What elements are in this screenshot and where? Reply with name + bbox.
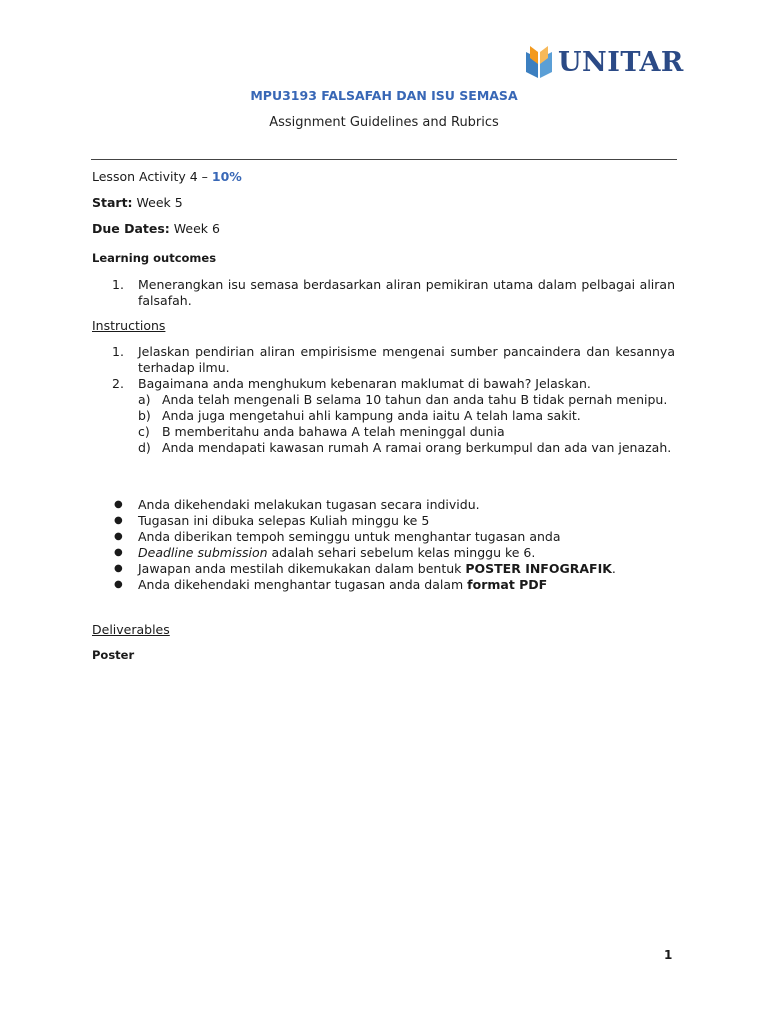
sub-item-text: B memberitahu anda bahawa A telah meninggal dunia	[162, 424, 505, 439]
learning-outcomes-heading: Learning outcomes	[92, 251, 217, 265]
sub-item	[92, 408, 675, 424]
due-line	[92, 221, 675, 236]
book-icon	[524, 44, 554, 80]
list-item	[92, 277, 675, 309]
instructions-list	[92, 344, 675, 456]
deliverables-heading: Deliverables	[92, 622, 170, 637]
bullet-dot-icon: ●	[114, 531, 123, 542]
logo-wordmark: UNITAR	[558, 46, 684, 78]
bullet-item	[92, 513, 675, 529]
sub-item-label: c)	[138, 424, 150, 439]
format-pdf-term: format PDF	[467, 577, 548, 592]
sub-item-label: b)	[138, 408, 151, 423]
bullet-dot-icon: ●	[114, 499, 123, 510]
bullet-item	[92, 577, 675, 593]
sub-item-text: Anda mendapati kawasan rumah A ramai orang berkumpul dan ada van jenazah.	[162, 440, 672, 455]
activity-label: Lesson Activity 4 –	[92, 169, 212, 184]
bullet-text-pre: Jawapan anda mestilah dikemukakan dalam bentuk	[138, 561, 466, 576]
bullet-text	[138, 577, 675, 593]
bullet-item	[92, 497, 675, 513]
list-item	[92, 344, 675, 376]
requirements-bullet-list	[92, 497, 675, 593]
page-number: 1	[664, 948, 673, 962]
item-number: 1.	[112, 277, 124, 292]
bullet-text-pre: Anda dikehendaki menghantar tugasan anda dalam	[138, 577, 468, 592]
bullet-text-post: .	[611, 561, 616, 576]
instructions-heading: Instructions	[92, 318, 166, 333]
due-value: Week 6	[169, 221, 220, 236]
sub-item	[92, 424, 675, 440]
start-line	[92, 195, 675, 210]
bullet-item	[92, 545, 675, 561]
activity-percent: 10%	[211, 169, 242, 184]
item-text: Menerangkan isu semasa berdasarkan aliran pemikiran utama dalam pelbagai aliran falsafah.	[138, 277, 675, 308]
item-text: Bagaimana anda menghukum kebenaran maklumat di bawah? Jelaskan.	[138, 376, 591, 391]
document-subtitle: Assignment Guidelines and Rubrics	[269, 115, 499, 130]
header-divider	[91, 159, 677, 160]
bullet-text: Anda diberikan tempoh seminggu untuk menghantar tugasan anda	[138, 529, 561, 544]
bullet-dot-icon: ●	[114, 547, 123, 558]
list-item	[92, 376, 675, 392]
item-text: Jelaskan pendirian aliran empirisisme mengenai sumber pancaindera dan kesannya terhadap ilmu.	[138, 344, 675, 375]
course-title: MPU3193 FALSAFAH DAN ISU SEMASA	[250, 88, 518, 103]
deadline-term: Deadline submission	[138, 545, 268, 560]
bullet-item	[92, 529, 675, 545]
lesson-activity	[92, 169, 675, 184]
unitar-logo	[524, 42, 684, 82]
sub-item	[92, 440, 675, 456]
item-number: 1.	[112, 344, 124, 359]
sub-item-text: Anda telah mengenali B selama 10 tahun dan anda tahu B tidak pernah menipu.	[162, 392, 668, 407]
sub-item	[92, 392, 675, 408]
bullet-text	[138, 545, 675, 561]
deadline-rest: adalah sehari sebelum kelas minggu ke 6.	[267, 545, 536, 560]
start-value: Week 5	[132, 195, 183, 210]
item-number: 2.	[112, 376, 124, 391]
bullet-item	[92, 561, 675, 577]
bullet-dot-icon: ●	[114, 515, 123, 526]
bullet-text	[138, 561, 675, 577]
due-label: Due Dates:	[92, 221, 170, 236]
bullet-dot-icon: ●	[114, 579, 123, 590]
bullet-text: Tugasan ini dibuka selepas Kuliah minggu ke 5	[138, 513, 430, 528]
bullet-dot-icon: ●	[114, 563, 123, 574]
sub-item-label: a)	[138, 392, 151, 407]
sub-item-text: Anda juga mengetahui ahli kampung anda iaitu A telah lama sakit.	[162, 408, 581, 423]
deliverable-poster: Poster	[92, 648, 135, 662]
start-label: Start:	[92, 195, 133, 210]
poster-infografik-term: POSTER INFOGRAFIK	[465, 561, 612, 576]
sub-item-label: d)	[138, 440, 151, 455]
learning-outcomes-list	[92, 277, 675, 309]
bullet-text: Anda dikehendaki melakukan tugasan secara individu.	[138, 497, 480, 512]
